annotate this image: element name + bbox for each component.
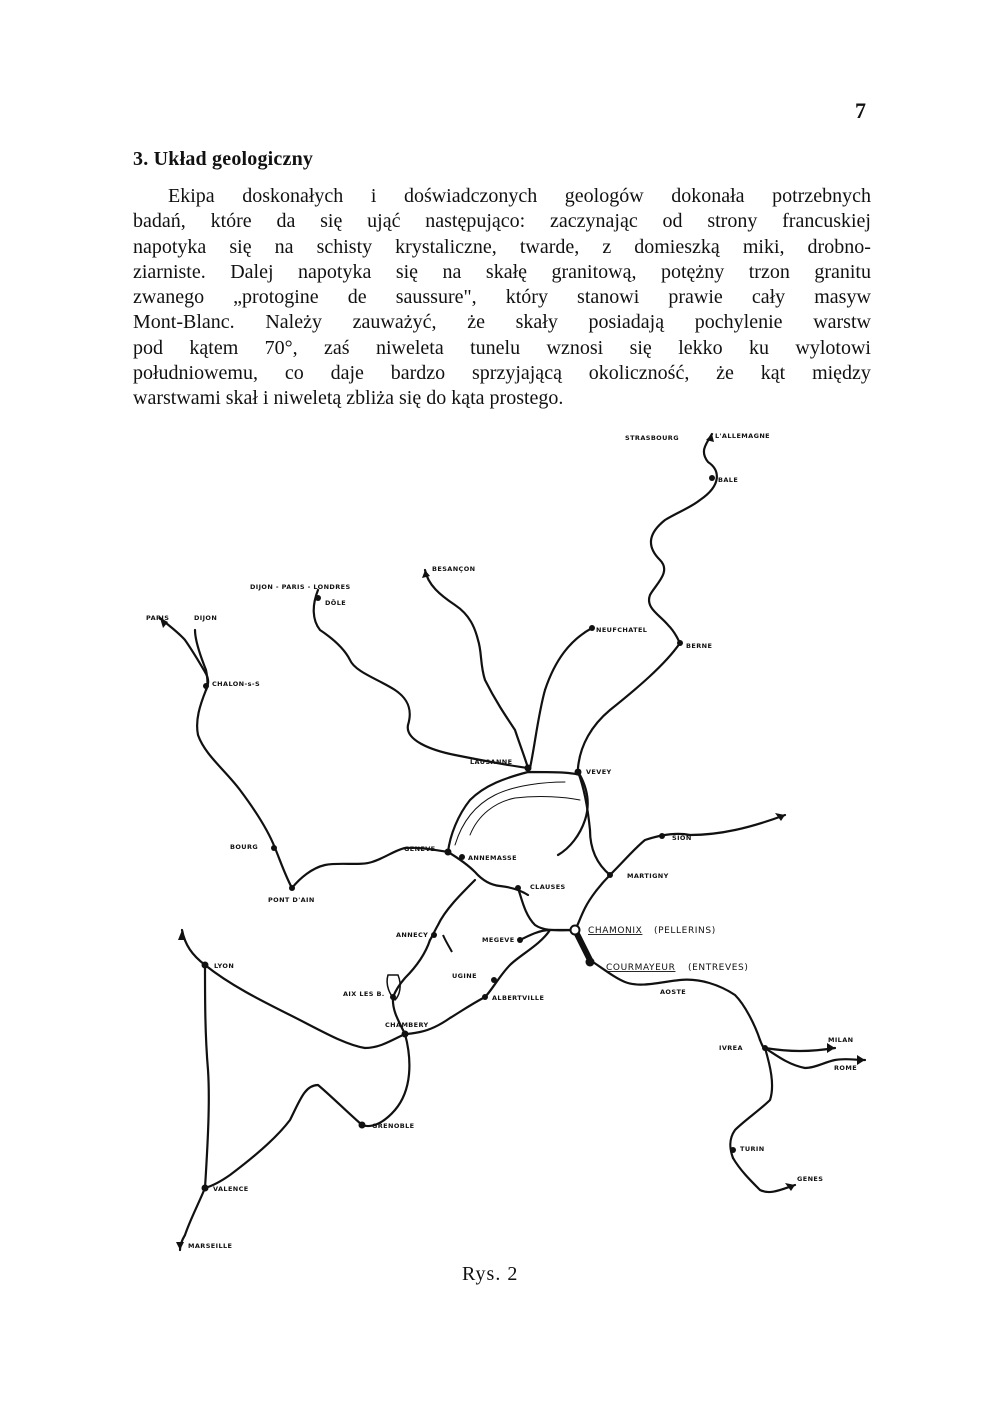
paragraph-word: schisty [316, 235, 373, 258]
station-ugine [491, 977, 497, 983]
paragraph-word: zwanego [133, 286, 205, 309]
paragraph-word: masyw [814, 286, 871, 309]
station-vevey [575, 769, 582, 776]
station-sion [659, 833, 665, 839]
paragraph-word: stanowi [577, 286, 640, 309]
paragraph-word: południowemu, [133, 362, 258, 385]
lake-geneva [448, 772, 588, 855]
lake-inner-shore [455, 782, 565, 845]
station-ivrea [762, 1045, 768, 1051]
station-lyon [202, 962, 209, 969]
paragraph-word: ku [749, 336, 770, 359]
label-bale: BALE [718, 476, 739, 484]
paragraph-word: zauważyć, [352, 311, 437, 334]
station-pont-d-ain [289, 885, 295, 891]
paragraph-word: kąt [760, 362, 786, 385]
paragraph-word: że [467, 311, 485, 334]
paragraph-word: Należy [265, 311, 322, 334]
label-clauses: CLAUSES [530, 883, 566, 891]
paragraph-word: drobno- [807, 235, 871, 258]
station-annemasse [459, 854, 465, 860]
paragraph-word: saussure", [395, 286, 477, 309]
label-megeve: MEGEVE [482, 936, 515, 944]
body-paragraph [133, 184, 871, 412]
station-lausanne [525, 765, 532, 772]
label-entreves: (ENTREVES) [688, 963, 749, 973]
label-lausanne: LAUSANNE [470, 758, 513, 766]
paragraph-word: sprzyjającą [472, 362, 562, 385]
paragraph-word: twarde, [519, 235, 580, 258]
station-berne [677, 640, 683, 646]
paragraph-line [133, 285, 871, 310]
route-lyon-chambery [205, 965, 405, 1048]
paragraph-word: strony [707, 210, 758, 233]
paragraph-word: „protogine [233, 286, 319, 309]
arrow-milan [827, 1043, 835, 1053]
lake-annecy [443, 935, 452, 952]
paragraph-word: skałę [485, 260, 527, 283]
label-chalon: CHALON-s-S [212, 680, 261, 688]
railway-map [0, 420, 1000, 1270]
label-milan: MILAN [828, 1036, 854, 1044]
label-paris: PARIS [146, 614, 170, 622]
paragraph-word: zaczynając [550, 210, 638, 233]
paragraph-word: wznosi [546, 336, 604, 359]
paragraph-word: miki, [742, 235, 785, 258]
label-genes: GENES [797, 1175, 824, 1183]
paragraph-word: Ekipa [168, 185, 215, 207]
label-berne: BERNE [686, 642, 713, 650]
paragraph-word: francuskiej [782, 210, 871, 233]
label-chamonix: CHAMONIX [588, 926, 643, 936]
paragraph-word: trzon [748, 260, 790, 283]
paragraph-word: z [602, 235, 612, 258]
paragraph-word: niweleta [375, 336, 444, 359]
label-pont-d-ain: PONT D'AIN [268, 896, 315, 904]
paragraph-word: wylotowi [795, 336, 871, 359]
figure-caption: Rys. 2 [462, 1263, 519, 1285]
label-courmayeur: COURMAYEUR [606, 963, 676, 973]
station-geneve [445, 849, 452, 856]
paragraph-word: który [505, 286, 548, 309]
label-marseille: MARSEILLE [188, 1242, 233, 1250]
paragraph-word: się [229, 235, 252, 258]
station-dole [315, 595, 321, 601]
label-rome: ROME [834, 1064, 858, 1072]
paragraph-word: geologów [564, 185, 644, 207]
label-dole: DÔLE [325, 599, 347, 607]
station-chalon [203, 683, 209, 689]
label-vevey: VEVEY [586, 768, 612, 776]
paragraph-word: pochylenie [694, 311, 783, 334]
paragraph-word: potężny [660, 260, 725, 283]
paragraph-word: następująco: [425, 210, 526, 233]
page-number: 7 [855, 98, 866, 123]
paragraph-word: badań, [133, 210, 186, 233]
paragraph-word: krystaliczne, [395, 235, 497, 258]
label-albertville: ALBERTVILLE [492, 994, 545, 1002]
station-valence [202, 1185, 209, 1192]
route-chalon-pontdain [197, 690, 292, 888]
label-annemasse: ANNEMASSE [468, 854, 517, 862]
paragraph-word: warstw [813, 311, 871, 334]
station-albertville [482, 994, 488, 1000]
paragraph-word: się [629, 336, 652, 359]
paragraph-word: od [662, 210, 683, 233]
route-valence-marseille [180, 1188, 205, 1250]
label-sion: SION [672, 834, 692, 842]
paragraph-word: które [210, 210, 252, 233]
route-lyon-up [182, 930, 205, 965]
paragraph-line [133, 260, 871, 285]
paragraph-line [133, 310, 871, 335]
route-annecy-aix [393, 940, 430, 997]
label-martigny: MARTIGNY [627, 872, 669, 880]
label-ivrea: IVREA [719, 1044, 743, 1052]
label-chambery: CHAMBERY [385, 1021, 429, 1029]
paragraph-word: ziarniste. [133, 260, 206, 283]
label-lyon: LYON [214, 962, 235, 970]
label-besancon: BESANÇON [432, 565, 476, 573]
paragraph-line [133, 235, 871, 260]
station-chamonix [571, 926, 580, 935]
paragraph-word: zaś [324, 336, 350, 359]
route-ivrea-milan [765, 1048, 835, 1051]
arrow-lyon-up [178, 930, 186, 940]
route-grenoble-valence [205, 1085, 362, 1188]
paragraph-line: warstwami skał i niweletą zbliża się do kąta prostego. [133, 387, 564, 410]
route-annemasse-annecy [430, 880, 475, 940]
paragraph-word: skały [515, 311, 558, 334]
paragraph-word: doświadczonych [403, 185, 538, 207]
route-berne-vevey [578, 643, 680, 768]
paragraph-word: się [320, 210, 343, 233]
label-geneve: GENEVE [404, 845, 436, 853]
paragraph-word: między [812, 362, 871, 385]
station-annecy [431, 932, 437, 938]
label-turin: TURIN [740, 1145, 765, 1153]
route-besancon-lausanne [425, 570, 528, 768]
paragraph-word: lekko [678, 336, 723, 359]
paragraph-word: i [370, 185, 377, 207]
paragraph-word: okoliczność, [588, 362, 690, 385]
paragraph-word: tunelu [470, 336, 521, 359]
station-clauses [515, 885, 521, 891]
station-martigny [607, 872, 613, 878]
paragraph-word: granitową, [551, 260, 637, 283]
label-annecy: ANNECY [396, 931, 429, 939]
paragraph-word: napotyka [298, 260, 372, 283]
paragraph-word: na [442, 260, 462, 283]
paragraph-word: pod [133, 336, 163, 359]
paragraph-word: że [716, 362, 734, 385]
paragraph-word: doskonałych [242, 185, 344, 207]
lake-inner-shore-2 [470, 797, 580, 835]
paragraph-word: Dalej [230, 260, 274, 283]
label-neufchatel: NEUFCHATEL [596, 626, 648, 634]
route-ivrea-turin [730, 1048, 772, 1158]
station-megeve [517, 937, 523, 943]
paragraph-word: da [276, 210, 296, 233]
paragraph-word: domieszką [634, 235, 720, 258]
label-pellerins: (PELLERINS) [654, 926, 716, 936]
paragraph-word: napotyka [133, 235, 207, 258]
paragraph-word: potrzebnych [772, 185, 871, 207]
station-bale [709, 475, 715, 481]
arrow-rome [857, 1055, 865, 1065]
paragraph-word: dokonała [671, 185, 745, 207]
station-bourg [271, 845, 277, 851]
route-martigny-chamonix [575, 875, 610, 930]
paragraph-word: prawie [668, 286, 723, 309]
paragraph-word: kątem [189, 336, 239, 359]
paragraph-line [133, 336, 871, 361]
paragraph-word: daje [330, 362, 364, 385]
paragraph-word: bardzo [390, 362, 446, 385]
label-aoste: AOSTE [660, 988, 687, 996]
label-valence: VALENCE [213, 1185, 249, 1193]
paragraph-word: cały [751, 286, 786, 309]
route-dole-lausanne [314, 590, 528, 768]
paragraph-line [133, 184, 871, 209]
paragraph-word: Mont-Blanc. [133, 311, 235, 334]
station-grenoble [359, 1122, 366, 1129]
arrow-marseille [176, 1242, 184, 1250]
paragraph-line [133, 361, 871, 386]
paragraph-word: 70°, [264, 336, 298, 359]
paragraph-word: na [274, 235, 294, 258]
station-courmayeur [586, 958, 595, 967]
station-chambery [402, 1031, 409, 1038]
paragraph-word: granitu [814, 260, 871, 283]
route-turin-genes [733, 1158, 795, 1192]
route-bale-berne [649, 434, 717, 643]
paragraph-word: co [284, 362, 304, 385]
label-ugine: UGINE [452, 972, 477, 980]
arrow-besancon [422, 570, 430, 578]
label-strasbourg: STRASBOURG [625, 434, 679, 442]
label-allemagne: L'ALLEMAGNE [715, 432, 771, 440]
label-bourg: BOURG [230, 843, 259, 851]
route-lyon-valence [205, 965, 209, 1188]
station-neufchatel [589, 625, 595, 631]
paragraph-word: ująć [367, 210, 401, 233]
label-aix-les-b: AIX LES B. [343, 990, 385, 998]
route-pontdain-geneve [292, 848, 448, 888]
paragraph-line [133, 209, 871, 234]
paragraph-word: się [395, 260, 419, 283]
station-turin [730, 1147, 736, 1153]
paragraph-word: de [347, 286, 367, 309]
section-heading: 3. Układ geologiczny [133, 148, 314, 170]
label-grenoble: GRENOBLE [372, 1122, 415, 1130]
paragraph-word: posiadają [588, 311, 665, 334]
label-dijon: DIJON [194, 614, 218, 622]
route-martigny-sion [610, 815, 785, 875]
label-dijon-paris-londres: DIJON - PARIS - LONDRES [250, 583, 351, 591]
